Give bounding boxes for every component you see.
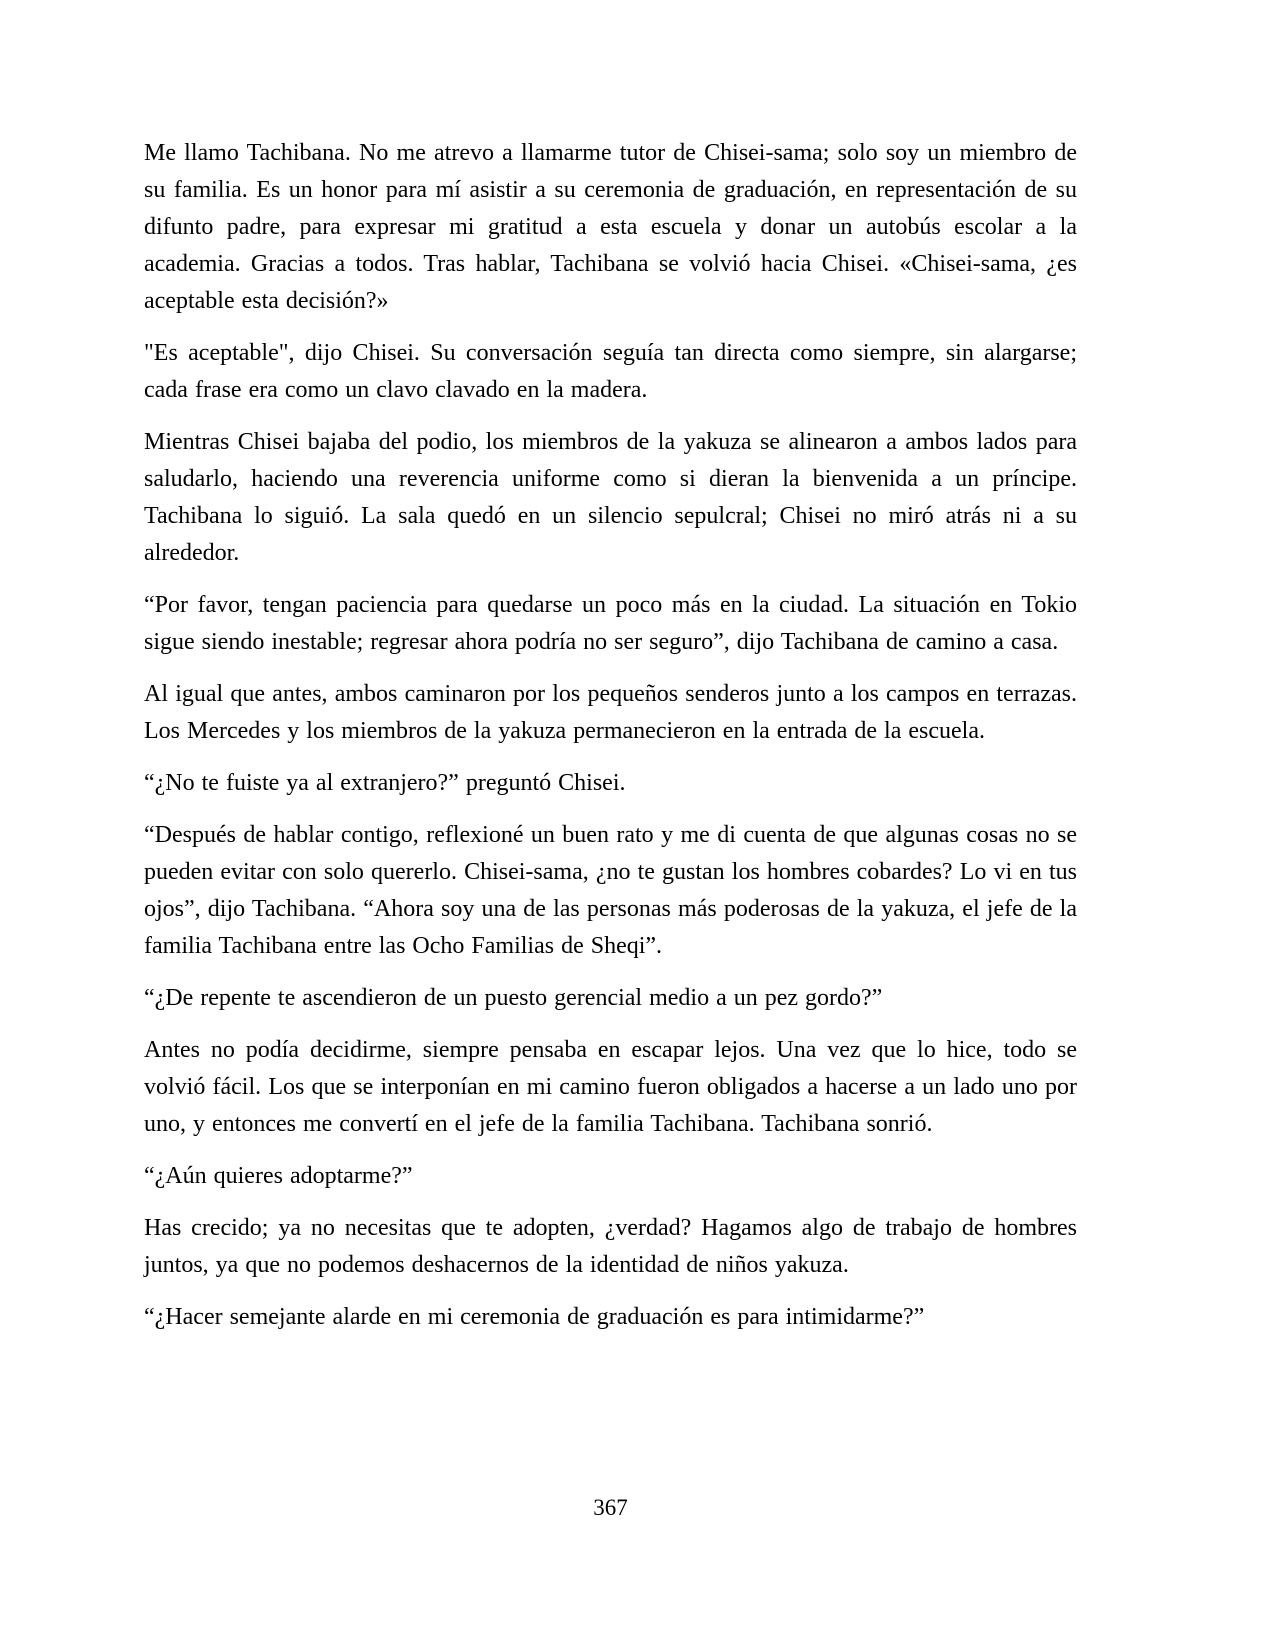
paragraph: “¿De repente te ascendieron de un puesto gerencial medio a un pez gordo?” [144,985,883,1011]
paragraph: “¿Aún quieres adoptarme?” [144,1163,413,1189]
paragraph: Has crecido; ya no necesitas que te adopten, ¿verdad? Hagamos algo de trabajo de hombres juntos, ya que no podemos deshacernos de la identidad de niños yakuza. [144,1215,1077,1278]
paragraph: Al igual que antes, ambos caminaron por los pequeños senderos junto a los campos en terrazas. Los Mercedes y los miembros de la yakuza permanecieron en la entrada de la escuela. [144,681,1077,744]
paragraph: “Después de hablar contigo, reflexioné un buen rato y me di cuenta de que algunas cosas no se pueden evitar con solo quererlo. Chisei-sama, ¿no te gustan los hombres cobardes? Lo vi en tus ojos”, dijo Tachibana. “Ahora soy una de las personas más poderosas de la yakuza, el jefe de la familia Tachibana entre las Ocho Familias de Sheqi”. [144,822,1077,959]
paragraph: “¿Hacer semejante alarde en mi ceremonia de graduación es para intimidarme?” [144,1304,925,1330]
paragraph: Me llamo Tachibana. No me atrevo a llamarme tutor de Chisei-sama; solo soy un miembro de su familia. Es un honor para mí asistir a su ceremonia de graduación, en representación de su difunto padre, para expresar mi gratitud a esta escuela y donar un autobús escolar a la academia. Gracias a todos. Tras hablar, Tachibana se volvió hacia Chisei. «Chisei-sama, ¿es aceptable esta decisión?» [144,140,1077,314]
page-number: 367 [593,1495,628,1520]
paragraph: “¿No te fuiste ya al extranjero?” preguntó Chisei. [144,770,626,796]
paragraph: "Es aceptable", dijo Chisei. Su conversación seguía tan directa como siempre, sin alargarse; cada frase era como un clavo clavado en la madera. [144,340,1077,403]
paragraph: Mientras Chisei bajaba del podio, los miembros de la yakuza se alinearon a ambos lados para saludarlo, haciendo una reverencia uniforme como si dieran la bienvenida a un príncipe. Tachibana lo siguió. La sala quedó en un silencio sepulcral; Chisei no miró atrás ni a su alrededor. [144,429,1077,566]
paragraph: Antes no podía decidirme, siempre pensaba en escapar lejos. Una vez que lo hice, todo se volvió fácil. Los que se interponían en mi camino fueron obligados a hacerse a un lado uno por uno, y entonces me convertí en el jefe de la familia Tachibana. Tachibana sonrió. [144,1037,1077,1137]
paragraph: “Por favor, tengan paciencia para quedarse un poco más en la ciudad. La situación en Tokio sigue siendo inestable; regresar ahora podría no ser seguro”, dijo Tachibana de camino a casa. [144,592,1077,655]
